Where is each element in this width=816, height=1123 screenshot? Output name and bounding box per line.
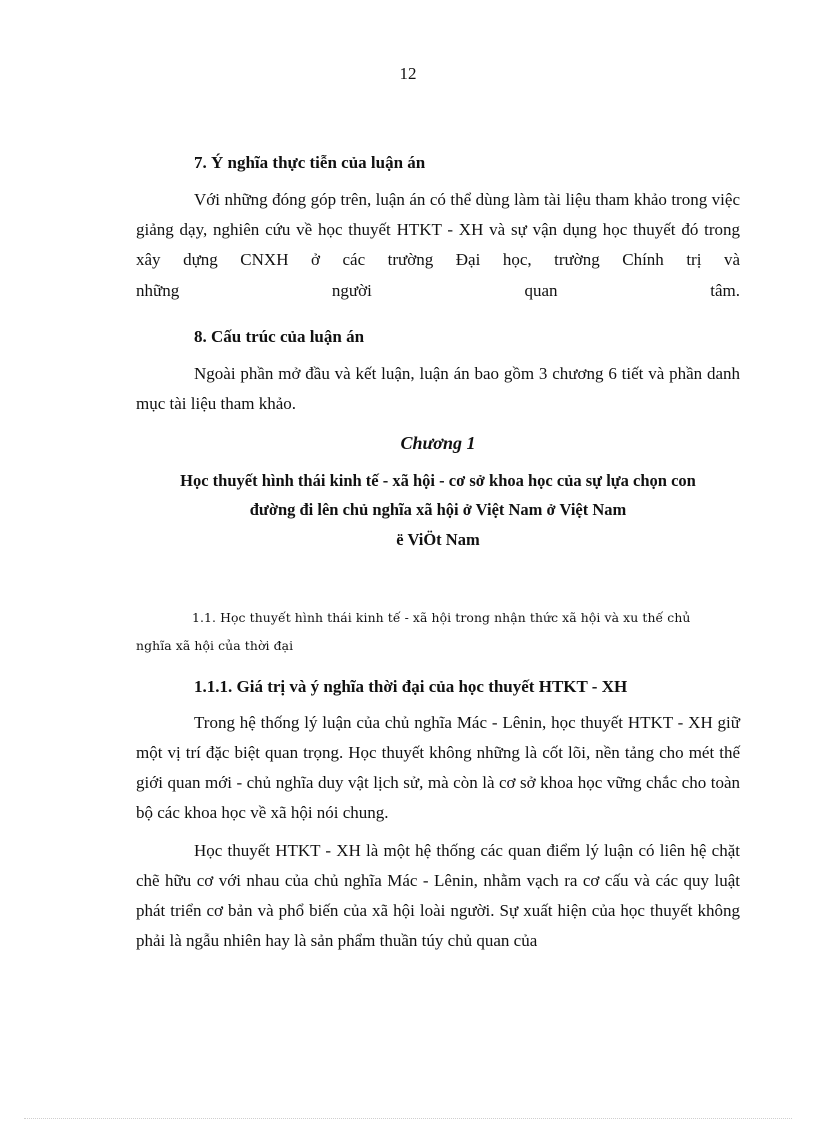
word: quan [524, 281, 558, 300]
section-1-1-1-paragraph-2: Học thuyết HTKT - XH là một hệ thống các quan điểm lý luận có liên hệ chặt chẽ hữu cơ với nhau của chủ nghĩa Mác - Lênin, nhằm vạch ra cơ cấu và các quy luật phát triển cơ bản và phổ biến của xã hội loài người. Sự xuất hiện của học thuyết không phải là ngẫu nhiên hay là sản phẩm thuần túy chủ quan của [136, 841, 740, 950]
word: tâm. [710, 281, 740, 300]
section-7-last-line [136, 276, 740, 306]
section-7-paragraph: Với những đóng góp trên, luận án có thể dùng làm tài liệu tham khảo trong việc giảng dạy, nghiên cứu về học thuyết HTKT - XH và sự vận dụng học thuyết đó trong xây dựng CNXH ở các trường Đại học, trường Chính trị và [136, 190, 740, 269]
section-1-1-heading-line-2: nghĩa xã hội của thời đại [136, 638, 294, 653]
chapter-label: Chương 1 [400, 433, 476, 453]
section-1-1-1-paragraph-1: Trong hệ thống lý luận của chủ nghĩa Mác - Lênin, học thuyết HTKT - XH giữ một vị trí đặc biệt quan trọng. Học thuyết không những là cốt lõi, nền tảng cho mét thế giới quan mới - chủ nghĩa duy vật lịch sử, mà còn là cơ sở khoa học vững chắc cho toàn bộ các khoa học về xã hội nói chung. [136, 713, 740, 822]
section-1-1-heading-line-1: 1.1. Học thuyết hình thái kinh tế - xã hội trong nhận thức xã hội và xu thế chủ [192, 610, 691, 625]
page-bottom-divider [24, 1118, 792, 1119]
chapter-title-line-3: ë ViÖt Nam [396, 530, 480, 549]
word: người [331, 281, 372, 300]
word: những [136, 281, 180, 300]
section-8-heading: 8. Cấu trúc của luận án [194, 327, 365, 346]
section-8-paragraph: Ngoài phần mở đầu và kết luận, luận án bao gồm 3 chương 6 tiết và phần danh mục tài liệu tham khảo. [136, 364, 740, 413]
chapter-title-line-1: Học thuyết hình thái kinh tế - xã hội - cơ sở khoa học của sự lựa chọn con [180, 471, 696, 490]
chapter-title-line-2: đường đi lên chủ nghĩa xã hội ở Việt Nam ở Việt Nam [249, 500, 627, 519]
section-1-1-1-heading: 1.1.1. Giá trị và ý nghĩa thời đại của học thuyết HTKT - XH [194, 677, 628, 696]
section-7-heading: 7. Ý nghĩa thực tiễn của luận án [194, 153, 426, 172]
page-number: 12 [399, 64, 417, 83]
